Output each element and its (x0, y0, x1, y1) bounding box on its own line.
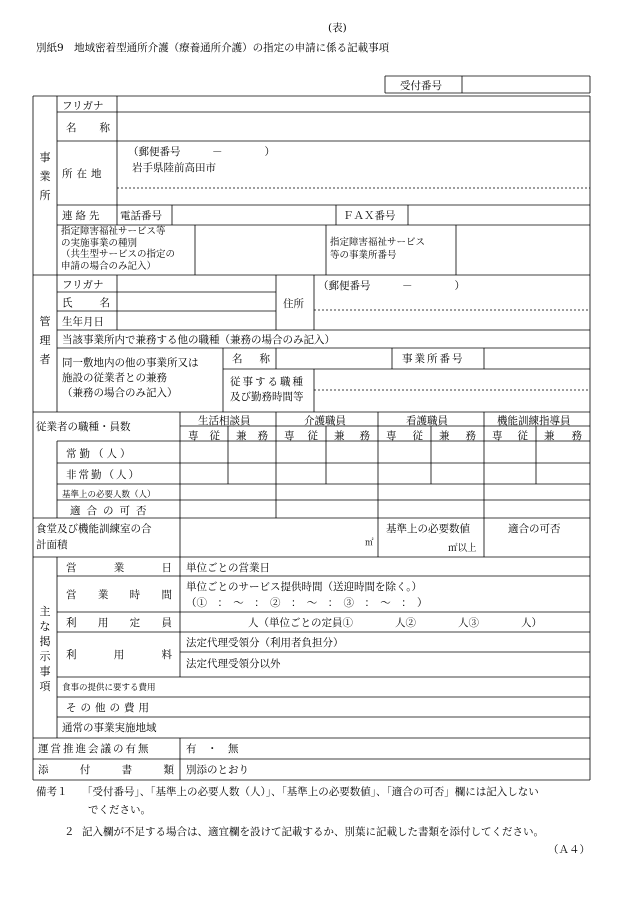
part-time-label: 非常勤（人） (66, 469, 141, 481)
manager-birthdate-label: 生年月日 (62, 316, 104, 328)
fee-other: 法定代理受領分以外 (186, 658, 281, 670)
business-days-value: 単位ごとの営業日 (186, 562, 270, 574)
job-header-nurse: 看護職員 (406, 415, 448, 427)
office-phone-label: 電話番号 (120, 210, 162, 222)
office-address-label: 所在地 (62, 168, 106, 180)
subheader-char: 務 (571, 430, 582, 442)
service-area-label: 通常の事業実施地域 (62, 722, 157, 734)
concurrent-subheader (334, 428, 370, 443)
fee-proxy: 法定代理受領分（利用者負担分） (186, 637, 344, 649)
subheader-char: 兼 (544, 430, 555, 442)
full-time-label: 常勤（人） (66, 448, 134, 460)
business-hours-value: 単位ごとのサービス提供時間（送迎時間を除く。） (186, 581, 423, 593)
subheader-char: 兼 (236, 430, 247, 442)
attachment-label: 添 付 書 類 (38, 764, 174, 776)
staff-header-label: 従業者の職種・員数 (36, 421, 131, 433)
manager-postal-line: （郵便番号 － ） (318, 280, 465, 292)
attachment-value: 別添のとおり (186, 764, 249, 776)
office-section-label: 事業所 (39, 151, 51, 202)
items-section-label: 主な掲示事項 (39, 605, 51, 693)
manager-name-label: 氏 名 (62, 297, 110, 309)
welfare-number-label: 指定障害福祉サービス 等の事業所番号 (330, 237, 426, 261)
subheader-char: 従 (209, 430, 220, 442)
concurrent-subheader (544, 428, 582, 443)
dedicated-subheader (284, 428, 318, 443)
note2-prefix: ２ (64, 826, 75, 838)
capacity-value: 人（単位ごとの定員① 人② 人③ 人） (248, 617, 542, 629)
subheader-char: 従 (517, 430, 528, 442)
business-hours-slots: （① ： ～ ： ② ： ～ ： ③ ： ～ ： ） (186, 597, 428, 609)
office-furigana-label: フリガナ (62, 100, 104, 112)
subheader-char: 専 (188, 430, 199, 442)
other-office-name-label: 名 称 (232, 353, 270, 365)
receipt-number-label: 受付番号 (400, 80, 442, 92)
subheader-char: 専 (284, 430, 295, 442)
fee-label: 利 用 料 (66, 649, 172, 661)
council-value: 有 ・ 無 (186, 743, 239, 755)
subheader-char: 従 (412, 430, 423, 442)
office-contact-label: 連絡先 (62, 210, 103, 222)
office-postal-line: （郵便番号 － ） (128, 146, 275, 158)
subheader-char: 務 (465, 430, 476, 442)
subheader-char: 専 (492, 430, 503, 442)
office-number-label: 事業所番号 (402, 353, 465, 365)
dining-required-label: 基準上の必要数値 (386, 523, 470, 535)
dedicated-subheader (188, 428, 220, 443)
subheader-char: 兼 (334, 430, 345, 442)
staff-suitability-label: 適合の可否 (70, 505, 153, 517)
council-label: 運営推進会議の有無 (38, 743, 151, 755)
subheader-char: 専 (386, 430, 397, 442)
manager-furigana-label: フリガナ (62, 279, 104, 291)
concurrent-subheader (236, 428, 268, 443)
paper-size: （Ａ４） (548, 844, 590, 856)
manager-section-label: 管理者 (39, 315, 51, 366)
concurrent-subheader (439, 428, 476, 443)
job-header-care: 介護職員 (304, 415, 346, 427)
note1-continued: でください。 (88, 804, 151, 816)
subheader-char: 務 (257, 430, 268, 442)
dedicated-subheader (386, 428, 423, 443)
job-label: 従事する職種 及び勤務時間等 (230, 376, 305, 403)
business-hours-label: 営 業 時 間 (66, 589, 172, 601)
front-marker: (表) (328, 22, 347, 34)
job-header-counselor: 生活相談員 (198, 415, 251, 427)
job-header-trainer: 機能訓練指導員 (497, 415, 571, 427)
subheader-char: 兼 (439, 430, 450, 442)
dining-area-label: 食堂及び機能訓練室の合 計面積 (36, 523, 152, 551)
dining-required-unit: ㎡以上 (448, 543, 477, 554)
subheader-char: 従 (307, 430, 318, 442)
dining-area-unit: ㎡ (365, 538, 374, 548)
other-cost-label: その他の費用 (66, 702, 153, 714)
required-people-label: 基準上の必要人数（人） (62, 490, 156, 500)
note1-text: 「受付番号」、「基準上の必要人数（人）」、「基準上の必要数値」、「適合の可否」欄には記入しない (82, 786, 539, 798)
concurrent-job-label: 当該事業所内で兼務する他の職種（兼務の場合のみ記入） (62, 334, 335, 346)
business-days-label: 営 業 日 (66, 562, 172, 574)
note1-prefix: 備考１ (36, 786, 68, 798)
dedicated-subheader (492, 428, 528, 443)
office-address-value: 岩手県陸前高田市 (132, 162, 216, 174)
meal-cost-label: 食事の提供に要する費用 (62, 683, 156, 693)
manager-address-label: 住所 (283, 298, 304, 310)
dining-suitability-label: 適合の可否 (508, 523, 561, 535)
office-fax-label: ＦＡＸ番号 (343, 210, 396, 222)
other-office-label: 同一敷地内の他の事業所又は 施設の従業者との兼務 （兼務の場合のみ記入） (62, 357, 199, 399)
subheader-char: 務 (359, 430, 370, 442)
office-name-label: 名 称 (66, 122, 110, 134)
welfare-type-label: 指定障害福祉サービス等 の実施事業の種別 （共生型サービスの指定の 申請の場合のみ記入） (61, 226, 176, 272)
capacity-label: 利 用 定 員 (66, 617, 172, 629)
form-title: 別紙9 地域密着型通所介護（療養通所介護）の指定の申請に係る記載事項 (36, 42, 390, 54)
note2-text: 記入欄が不足する場合は、適宜欄を設けて記載するか、別葉に記載した書類を添付してください。 (82, 826, 544, 838)
